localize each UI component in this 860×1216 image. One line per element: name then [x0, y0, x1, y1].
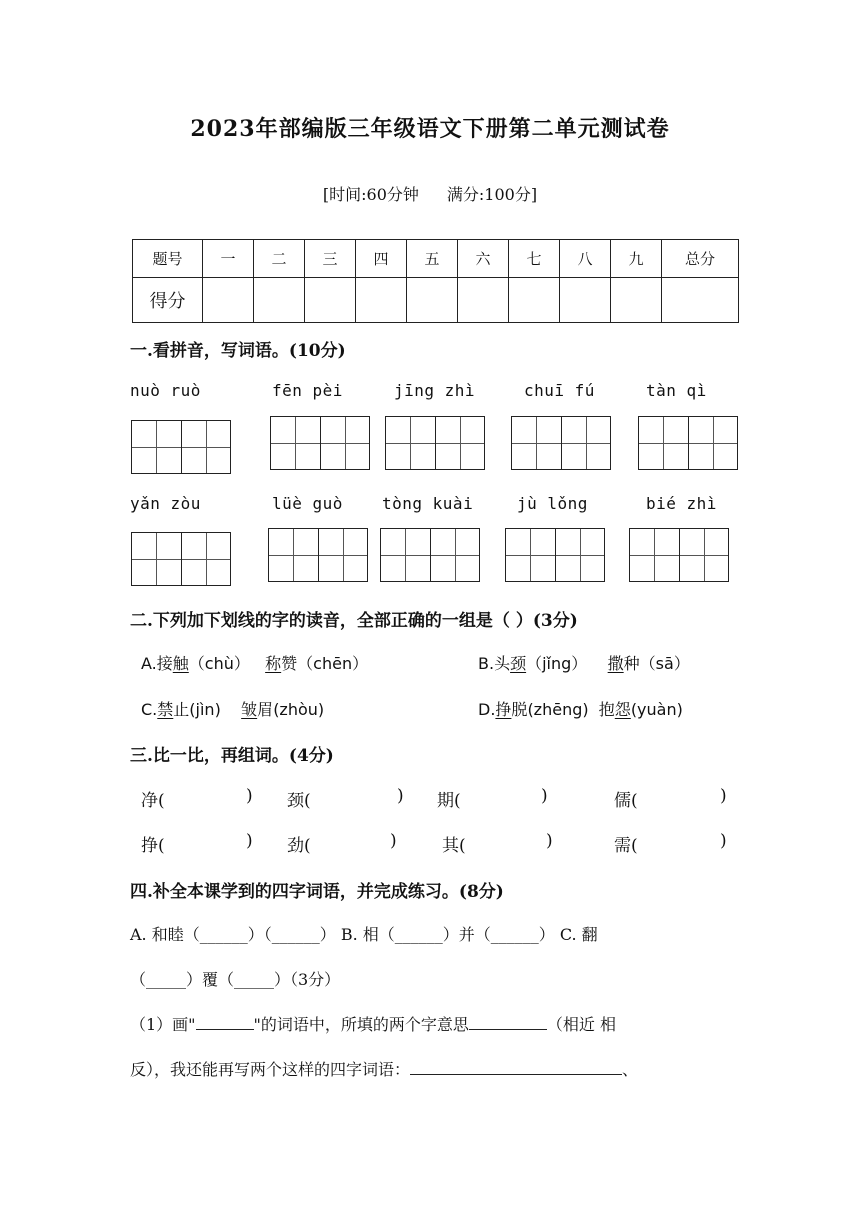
option-label: C.: [141, 700, 158, 719]
fill-line: （_____）覆（_____）（3分）: [130, 970, 341, 989]
option-label: D.: [478, 700, 496, 719]
section4-heading: 四.补全本课学到的四字词语，并完成练习。(8分): [130, 882, 504, 902]
pinyin: (yuàn): [630, 700, 683, 719]
blank[interactable]: [469, 1015, 547, 1030]
score-cell[interactable]: [662, 278, 739, 323]
compare-word: 挣(: [141, 836, 165, 856]
pinyin-label: tàn qì: [646, 381, 707, 400]
score-header-cell: 一: [203, 240, 254, 278]
question-1-line: [130, 1012, 616, 1035]
pinyin-label: jīng zhì: [394, 381, 476, 400]
compare-close: ): [246, 831, 253, 851]
char: 眉: [257, 700, 274, 719]
underlined-char: 称: [265, 654, 282, 673]
writing-grid[interactable]: [511, 416, 611, 470]
pinyin: （jǐng）: [526, 654, 588, 673]
option-a[interactable]: [141, 651, 368, 674]
underlined-char: 颈: [510, 654, 527, 673]
score-cell[interactable]: [356, 278, 407, 323]
full-score: 满分:100分]: [446, 185, 538, 204]
compare-close: ): [390, 831, 397, 851]
char: 抱: [598, 700, 615, 719]
compare-close: ): [246, 786, 253, 806]
pinyin: （sā）: [639, 654, 690, 673]
compare-close: ): [397, 786, 404, 806]
score-cell[interactable]: [458, 278, 509, 323]
pinyin: （chēn）: [297, 654, 369, 673]
pinyin-label: bié zhì: [646, 494, 717, 513]
score-cell[interactable]: [611, 278, 662, 323]
compare-word: 需(: [614, 836, 638, 856]
underlined-char: 皱: [241, 700, 258, 719]
score-header-cell: 九: [611, 240, 662, 278]
pinyin-label: yǎn zòu: [130, 494, 201, 513]
section2-heading: 二.下列加下划线的字的读音，全部正确的一组是（ ）(3分): [130, 611, 578, 631]
writing-grid[interactable]: [505, 528, 605, 582]
underlined-char: 触: [172, 654, 189, 673]
exam-info: [0, 182, 860, 205]
char: 种: [623, 654, 640, 673]
compare-word: 其(: [442, 836, 466, 856]
score-header-cell: 二: [254, 240, 305, 278]
fill-line: A. 和睦（______）（______） B. 相（______）并（______） C. 翻: [130, 925, 598, 944]
time-limit: [时间:60分钟: [322, 185, 419, 204]
score-row-label: 得分: [133, 278, 203, 323]
pinyin: (jìn): [189, 700, 221, 719]
underlined-char: 怨: [614, 700, 631, 719]
score-header-cell: 七: [509, 240, 560, 278]
char: 头: [494, 654, 511, 673]
score-header-cell: 题号: [133, 240, 203, 278]
section3-heading: 三.比一比，再组词。(4分): [130, 746, 334, 766]
underlined-char: 禁: [157, 700, 174, 719]
text: （相近 相: [546, 1015, 617, 1034]
score-header-cell: 三: [305, 240, 356, 278]
option-label: B.: [478, 654, 495, 673]
score-cell[interactable]: [203, 278, 254, 323]
score-cell[interactable]: [254, 278, 305, 323]
compare-word: 颈(: [287, 791, 311, 811]
text: （1）画": [130, 1015, 196, 1034]
score-cell[interactable]: [305, 278, 356, 323]
compare-close: ): [720, 786, 727, 806]
writing-grid[interactable]: [131, 532, 231, 586]
writing-grid[interactable]: [638, 416, 738, 470]
section1-heading: 一.看拼音，写词语。(10分): [130, 341, 346, 361]
underlined-char: 撒: [607, 654, 624, 673]
score-header-cell: 五: [407, 240, 458, 278]
score-cell[interactable]: [509, 278, 560, 323]
pinyin-label: jù lǒng: [517, 494, 588, 513]
text: 、: [622, 1060, 639, 1079]
option-d[interactable]: [478, 697, 683, 720]
option-c[interactable]: [141, 697, 324, 720]
score-cell[interactable]: [560, 278, 611, 323]
text: "的词语中，所填的两个字意思: [253, 1015, 469, 1034]
writing-grid[interactable]: [270, 416, 370, 470]
char: 接: [156, 654, 173, 673]
option-label: A.: [141, 654, 157, 673]
option-b[interactable]: [478, 651, 690, 674]
compare-word: 儒(: [614, 791, 638, 811]
writing-grid[interactable]: [131, 420, 231, 474]
compare-close: ): [541, 786, 548, 806]
pinyin-label: tòng kuài: [382, 494, 474, 513]
char: 赞: [281, 654, 298, 673]
blank[interactable]: [410, 1060, 622, 1075]
score-table: [132, 239, 739, 323]
compare-close: ): [546, 831, 553, 851]
score-header-cell: 六: [458, 240, 509, 278]
pinyin: (zhēng): [527, 700, 589, 719]
compare-word: 劲(: [287, 836, 311, 856]
writing-grid[interactable]: [268, 528, 368, 582]
writing-grid[interactable]: [380, 528, 480, 582]
compare-close: ): [720, 831, 727, 851]
char: 止: [173, 700, 190, 719]
score-cell[interactable]: [407, 278, 458, 323]
score-header-cell: 四: [356, 240, 407, 278]
compare-word: 期(: [437, 791, 461, 811]
score-header-cell: 八: [560, 240, 611, 278]
pinyin-label: chuī fú: [524, 381, 595, 400]
score-header-cell: 总分: [662, 240, 739, 278]
underlined-char: 挣: [495, 700, 512, 719]
pinyin-label: lüè guò: [272, 494, 343, 513]
page-title: 2023年部编版三年级语文下册第二单元测试卷: [190, 116, 670, 142]
text: 反），我还能再写两个这样的四字词语：: [130, 1060, 411, 1079]
compare-word: 净(: [141, 791, 165, 811]
pinyin: （chù）: [188, 654, 250, 673]
writing-grid[interactable]: [385, 416, 485, 470]
pinyin: (zhòu): [273, 700, 325, 719]
char: 脱: [511, 700, 528, 719]
writing-grid[interactable]: [629, 528, 729, 582]
question-1-line2: [130, 1057, 638, 1080]
blank[interactable]: [196, 1015, 254, 1030]
pinyin-label: fēn pèi: [272, 381, 343, 400]
pinyin-label: nuò ruò: [130, 381, 201, 400]
